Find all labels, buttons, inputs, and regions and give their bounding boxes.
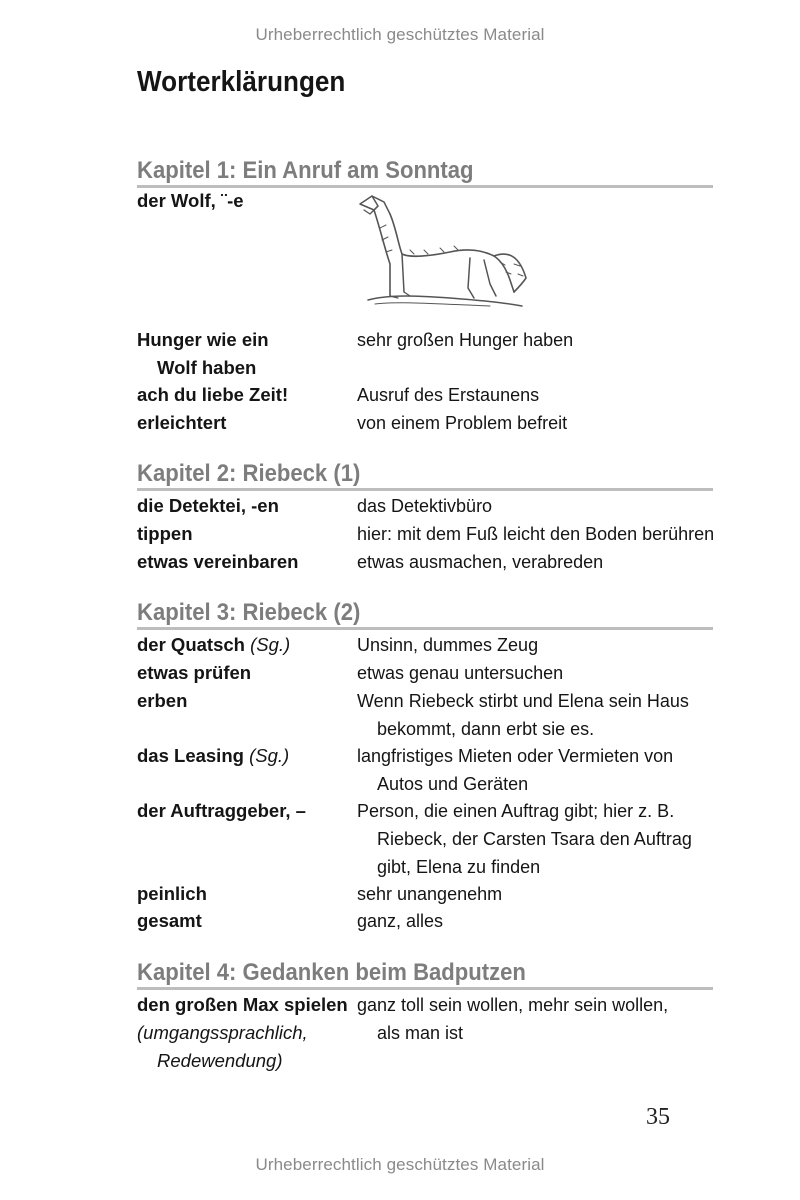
- term-gesamt: gesamt: [137, 910, 202, 931]
- definition-die-detektei: das Detektivbüro: [357, 496, 493, 516]
- definition-etwas-pruefen: etwas genau untersuchen: [357, 663, 564, 683]
- term-erben: erben: [137, 690, 188, 711]
- definition-line-2: bekommt, dann erbt sie es.: [377, 719, 595, 739]
- definition-der-quatsch: Unsinn, dummes Zeug: [357, 635, 539, 655]
- term-der-auftraggeber: der Auftraggeber, –: [137, 800, 306, 821]
- definition-line-2: Riebeck, der Carsten Tsara den Auftrag: [377, 829, 692, 849]
- grammar-note: (Sg.): [249, 745, 290, 766]
- term-wolf: der Wolf, ¨-e: [137, 190, 244, 211]
- definition-line-1: langfristiges Mieten oder Vermieten von: [357, 746, 674, 766]
- definition-line-3: gibt, Elena zu finden: [377, 857, 541, 877]
- term-der-quatsch: [137, 631, 290, 659]
- definition-erleichtert: von einem Problem befreit: [357, 413, 568, 433]
- chapter-heading-3: Kapitel 3: Riebeck (2): [137, 599, 713, 630]
- definition-den-grossen-max-spielen: [357, 991, 668, 1047]
- term-etwas-vereinbaren: etwas vereinbaren: [137, 551, 299, 572]
- definition-tippen: hier: mit dem Fuß leicht den Boden berühren: [357, 524, 715, 544]
- grammar-note: (Sg.): [250, 634, 291, 655]
- term-das-leasing: [137, 742, 289, 770]
- term-peinlich: peinlich: [137, 883, 207, 904]
- term-den-grossen-max-spielen: [137, 991, 348, 1075]
- term-erleichtert: erleichtert: [137, 412, 227, 433]
- term-line-1: Hunger wie ein: [137, 329, 269, 350]
- definition-etwas-vereinbaren: etwas ausmachen, verabreden: [357, 552, 604, 572]
- usage-note-line-2: Redewendung): [157, 1050, 283, 1071]
- term-line-2: Wolf haben: [157, 357, 257, 378]
- term-hunger-wie-ein-wolf-haben: [137, 326, 269, 382]
- definition-der-auftraggeber: [357, 797, 692, 881]
- page-title: Worterklärungen: [137, 66, 346, 98]
- term-text: das Leasing: [137, 745, 244, 766]
- definition-line-1: Wenn Riebeck stirbt und Elena sein Haus: [357, 691, 689, 711]
- term-text: den großen Max spielen: [137, 994, 348, 1015]
- copyright-watermark-top: Urheberrechtlich geschütztes Material: [255, 25, 545, 44]
- definition-hunger-wie-ein-wolf-haben: sehr großen Hunger haben: [357, 330, 574, 350]
- definition-line-2: als man ist: [377, 1023, 464, 1043]
- definition-line-2: Autos und Geräten: [377, 774, 529, 794]
- definition-ach-du-liebe-zeit: Ausruf des Erstaunens: [357, 385, 540, 405]
- term-die-detektei: die Detektei, -en: [137, 495, 279, 516]
- copyright-watermark-bottom: Urheberrechtlich geschütztes Material: [255, 1155, 545, 1174]
- definition-line-1: ganz toll sein wollen, mehr sein wollen,: [357, 995, 669, 1015]
- term-ach-du-liebe-zeit: ach du liebe Zeit!: [137, 384, 289, 405]
- page-number: 35: [646, 1104, 670, 1130]
- chapter-heading-1: Kapitel 1: Ein Anruf am Sonntag: [137, 157, 713, 188]
- definition-das-leasing: [357, 742, 673, 798]
- term-text: der Quatsch: [137, 634, 245, 655]
- usage-note-line-1: (umgangssprachlich,: [137, 1022, 308, 1043]
- wolf-illustration: [350, 188, 530, 318]
- chapter-heading-2: Kapitel 2: Riebeck (1): [137, 460, 713, 491]
- definition-line-1: Person, die einen Auftrag gibt; hier z. B.: [357, 801, 675, 821]
- term-tippen: tippen: [137, 523, 193, 544]
- term-etwas-pruefen: etwas prüfen: [137, 662, 252, 683]
- definition-peinlich: sehr unangenehm: [357, 884, 503, 904]
- definition-erben: [357, 687, 689, 743]
- definition-gesamt: ganz, alles: [357, 911, 444, 931]
- chapter-heading-4: Kapitel 4: Gedanken beim Badputzen: [137, 959, 713, 990]
